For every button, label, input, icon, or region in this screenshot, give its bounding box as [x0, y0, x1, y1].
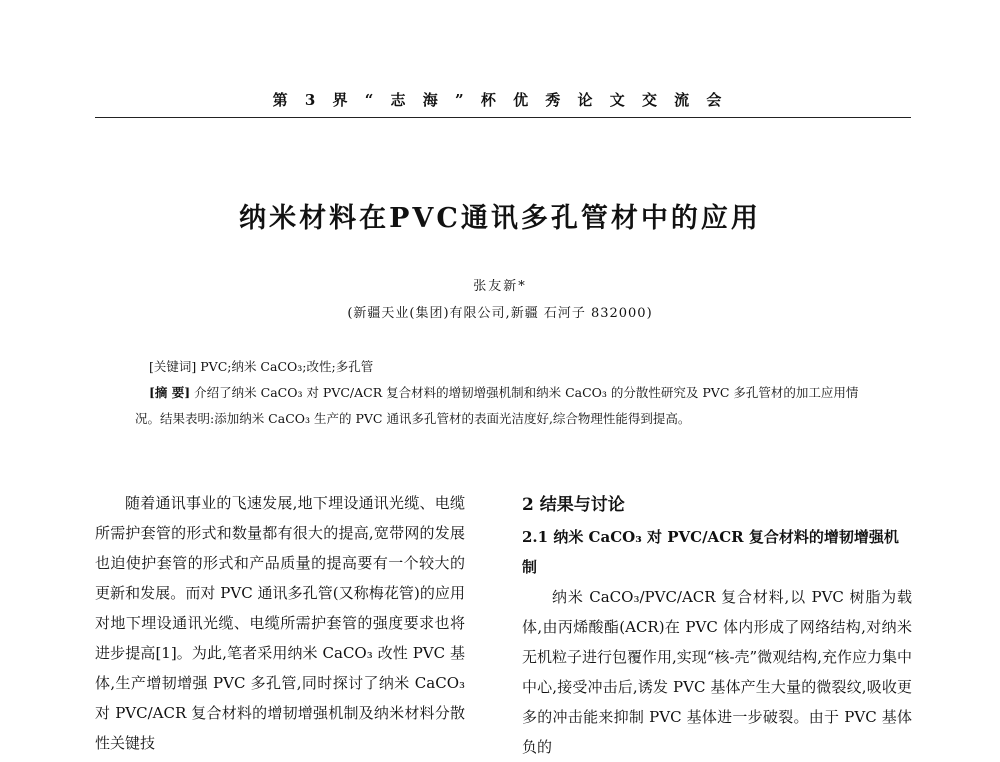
intro-column — [95, 488, 465, 758]
intro-paragraph: 随着通讯事业的飞速发展,地下埋设通讯光缆、电缆所需护套管的形式和数量都有很大的提高,宽带网的发展也迫使护套管的形式和产品质量的提高要有一个较大的更新和发展。而对 PVC 通讯多孔管(又称梅花管)的应用对地下埋设通讯光缆、电缆所需护套管的强度要求也将进步提高[1]。为此,笔者采用纳米 CaCO₃ 改性 PVC 基体,生产增韧增强 PVC 多孔管,同时探讨了纳米 CaCO₃ 对 PVC/ACR 复合材料的增韧增强机制及纳米材料分散性关键技 — [95, 494, 465, 752]
keywords-label: [关键词] — [149, 359, 197, 374]
section-paragraph: 纳米 CaCO₃/PVC/ACR 复合材料,以 PVC 树脂为载体,由丙烯酸酯(ACR)在 PVC 体内形成了网络结构,对纳米无机粒子进行包覆作用,实现“核-壳”微观结构,充作应力集中中心,接受冲击后,诱发 PVC 基体产生大量的微裂纹,吸收更多的冲击能来抑制 PVC 基体进一步破裂。由于 PVC 基体负的 — [522, 588, 912, 756]
subsection-heading: 2.1 纳米 CaCO₃ 对 PVC/ACR 复合材料的增韧增强机制 — [522, 528, 899, 576]
paper-title: 纳米材料在PVC通讯多孔管材中的应用 — [239, 203, 761, 234]
author-name: 张友新* — [473, 279, 527, 294]
abstract-label: [摘 要] — [149, 385, 191, 400]
affiliation: (新疆天业(集团)有限公司,新疆 石河子 832000) — [347, 306, 653, 321]
header-rule — [95, 117, 911, 118]
abstract-text: 介绍了纳米 CaCO₃ 对 PVC/ACR 复合材料的增韧增强机制和纳米 CaCO₃ 的分散性研究及 PVC 多孔管材的加工应用情况。结果表明:添加纳米 CaCO₃ 生产的 PVC 通讯多孔管材的表面光洁度好,综合物理性能得到提高。 — [135, 385, 859, 426]
keywords-line — [135, 354, 880, 380]
keywords-text: PVC;纳米 CaCO₃;改性;多孔管 — [200, 359, 374, 374]
section-heading: 2 结果与讨论 — [522, 495, 625, 515]
abstract — [135, 380, 880, 432]
conference-header: 第 3 界 “ 志 海 ” 杯 优 秀 论 文 交 流 会 — [272, 91, 728, 109]
results-column — [522, 488, 912, 762]
